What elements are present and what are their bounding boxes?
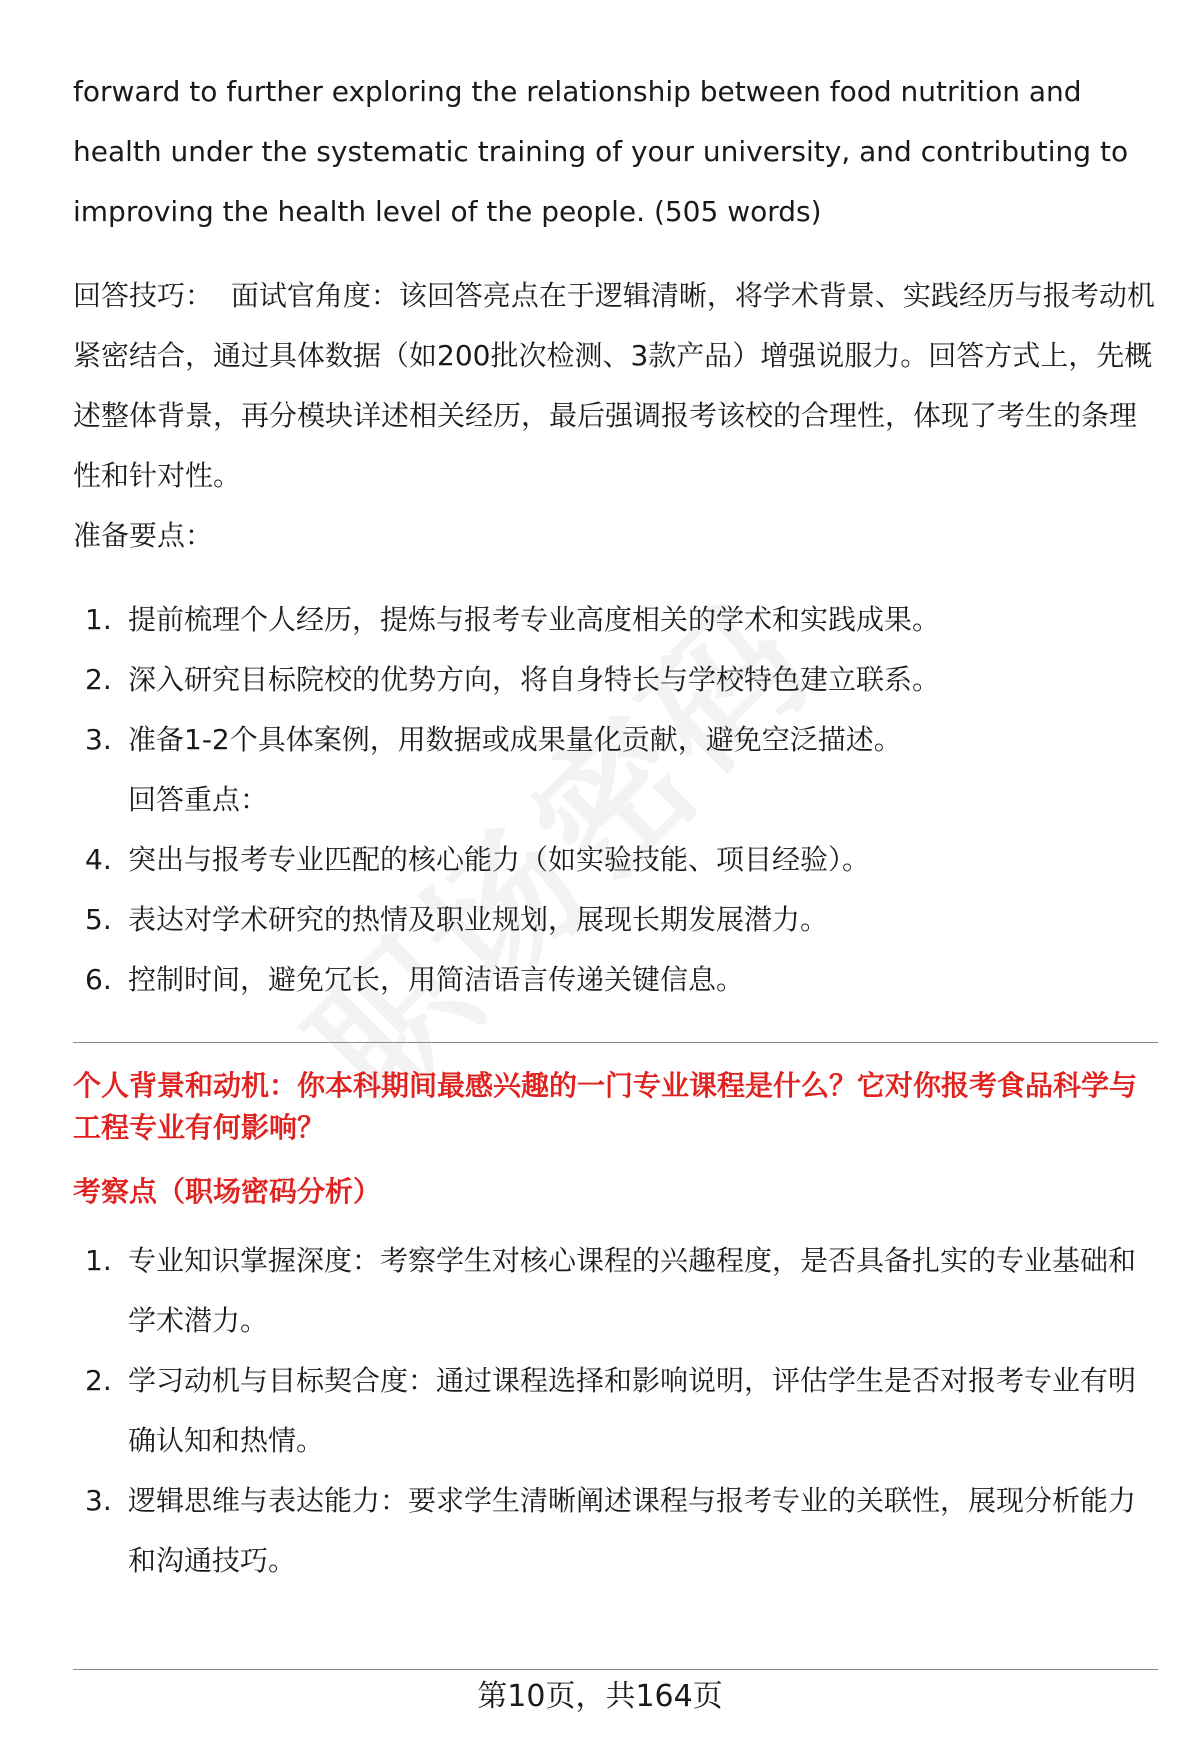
- list-item: 2. 深入研究目标院校的优势方向，将自身特长与学校特色建立联系。: [85, 663, 941, 696]
- intro-paragraph: forward to further exploring the relationship between food nutrition and health under the systematic training of your university, and contributing to improving the health level of the people. (505 words): [73, 75, 1129, 228]
- prep-heading: 准备要点：: [73, 519, 214, 552]
- list-item: 1. 专业知识掌握深度：考察学生对核心课程的兴趣程度，是否具备扎实的专业基础和学术潜力。: [85, 1244, 1137, 1337]
- exam-points-heading: 考察点（职场密码分析）: [73, 1175, 382, 1208]
- footer-divider: [73, 1669, 1158, 1670]
- prep-list-b: [73, 830, 1158, 1010]
- exam-points-list: [73, 1231, 1158, 1591]
- answer-focus-label: 回答重点：: [128, 783, 269, 816]
- page-content: [73, 62, 1158, 1591]
- tips-paragraph: [73, 266, 1158, 506]
- tips-label: 回答技巧：: [73, 279, 214, 312]
- question-title: 个人背景和动机：你本科期间最感兴趣的一门专业课程是什么？它对你报考食品科学与工程专业有何影响？: [73, 1069, 1138, 1144]
- prep-list-a: [73, 590, 1158, 770]
- list-item: 2. 学习动机与目标契合度：通过课程选择和影响说明，评估学生是否对报考专业有明确认知和热情。: [85, 1364, 1137, 1457]
- list-item: 6. 控制时间，避免冗长，用简洁语言传递关键信息。: [85, 963, 745, 996]
- list-item: 3. 准备1-2个具体案例，用数据或成果量化贡献，避免空泛描述。: [85, 723, 902, 756]
- page-number: 第10页，共164页: [477, 1679, 723, 1714]
- list-item: 4. 突出与报考专业匹配的核心能力（如实验技能、项目经验）。: [85, 843, 871, 876]
- list-item: 1. 提前梳理个人经历，提炼与报考专业高度相关的学术和实践成果。: [85, 603, 941, 636]
- list-item: 5. 表达对学术研究的热情及职业规划，展现长期发展潜力。: [85, 903, 829, 936]
- tips-body: 面试官角度：该回答亮点在于逻辑清晰，将学术背景、实践经历与报考动机紧密结合，通过具体数据（如200批次检测、3款产品）增强说服力。回答方式上，先概述整体背景，再分模块详述相关经历，最后强调报考该校的合理性，体现了考生的条理性和针对性。: [73, 279, 1155, 492]
- list-item: 3. 逻辑思维与表达能力：要求学生清晰阐述课程与报考专业的关联性，展现分析能力和沟通技巧。: [85, 1484, 1137, 1577]
